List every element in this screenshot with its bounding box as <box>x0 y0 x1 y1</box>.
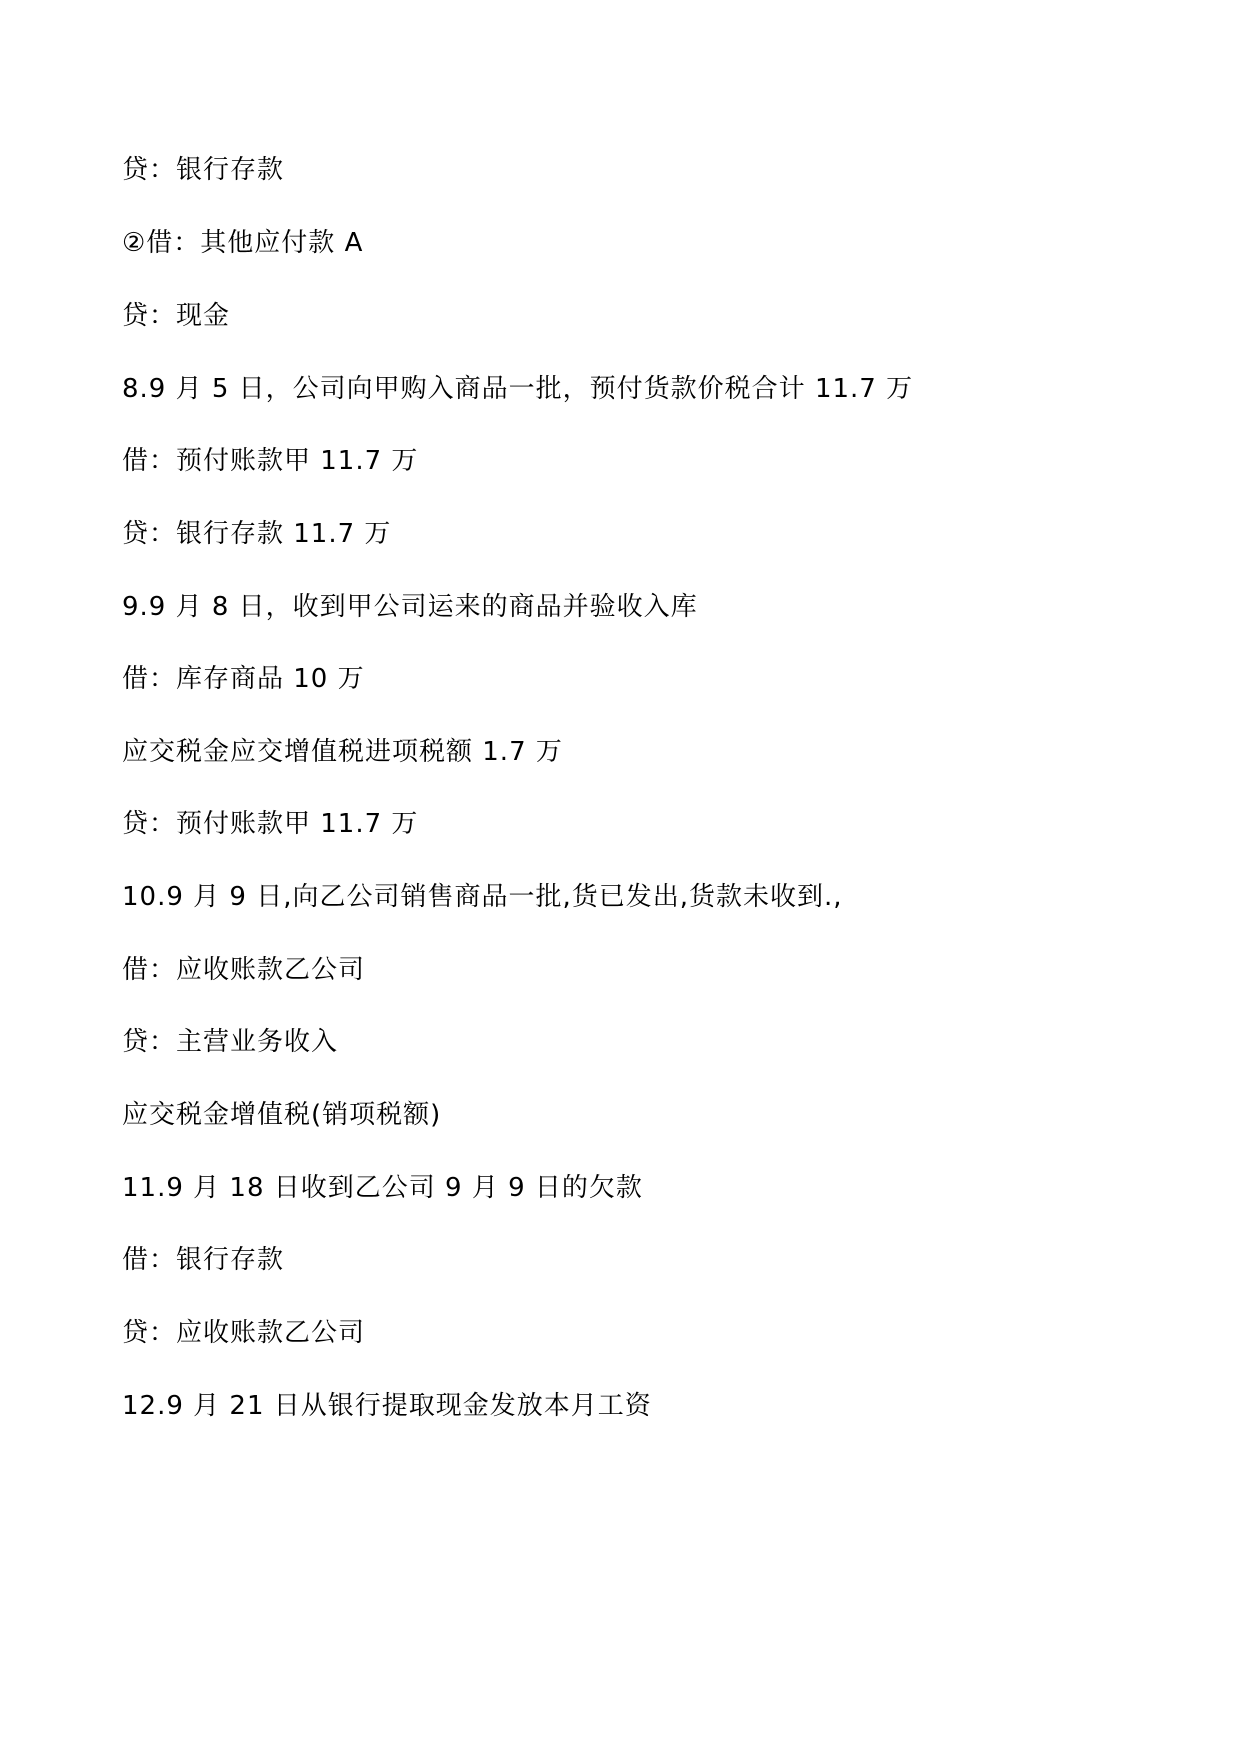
text-line: 贷：现金 <box>122 301 231 331</box>
text-line: 8.9 月 5 日，公司向甲购入商品一批，预付货款价税合计 11.7 万 <box>122 374 914 404</box>
text-line: 借：应收账款乙公司 <box>122 955 366 985</box>
text-line: 贷：银行存款 11.7 万 <box>122 519 392 549</box>
text-line: 贷：应收账款乙公司 <box>122 1318 366 1348</box>
text-line: 应交税金应交增值税进项税额 1.7 万 <box>122 737 563 767</box>
text-line: 借：预付账款甲 11.7 万 <box>122 446 419 476</box>
text-line: 9.9 月 8 日，收到甲公司运来的商品并验收入库 <box>122 592 698 622</box>
text-line: 12.9 月 21 日从银行提取现金发放本月工资 <box>122 1391 652 1421</box>
text-line: 贷：银行存款 <box>122 155 285 185</box>
text-line: ②借：其他应付款 A <box>122 228 364 258</box>
text-line: 借：库存商品 10 万 <box>122 664 365 694</box>
text-line: 贷：预付账款甲 11.7 万 <box>122 809 419 839</box>
text-line: 10.9 月 9 日,向乙公司销售商品一批,货已发出,货款未收到., <box>122 882 843 912</box>
text-line: 11.9 月 18 日收到乙公司 9 月 9 日的欠款 <box>122 1173 643 1203</box>
text-line: 贷：主营业务收入 <box>122 1027 339 1057</box>
text-line: 应交税金增值税(销项税额) <box>122 1100 442 1130</box>
text-line: 借：银行存款 <box>122 1245 285 1275</box>
